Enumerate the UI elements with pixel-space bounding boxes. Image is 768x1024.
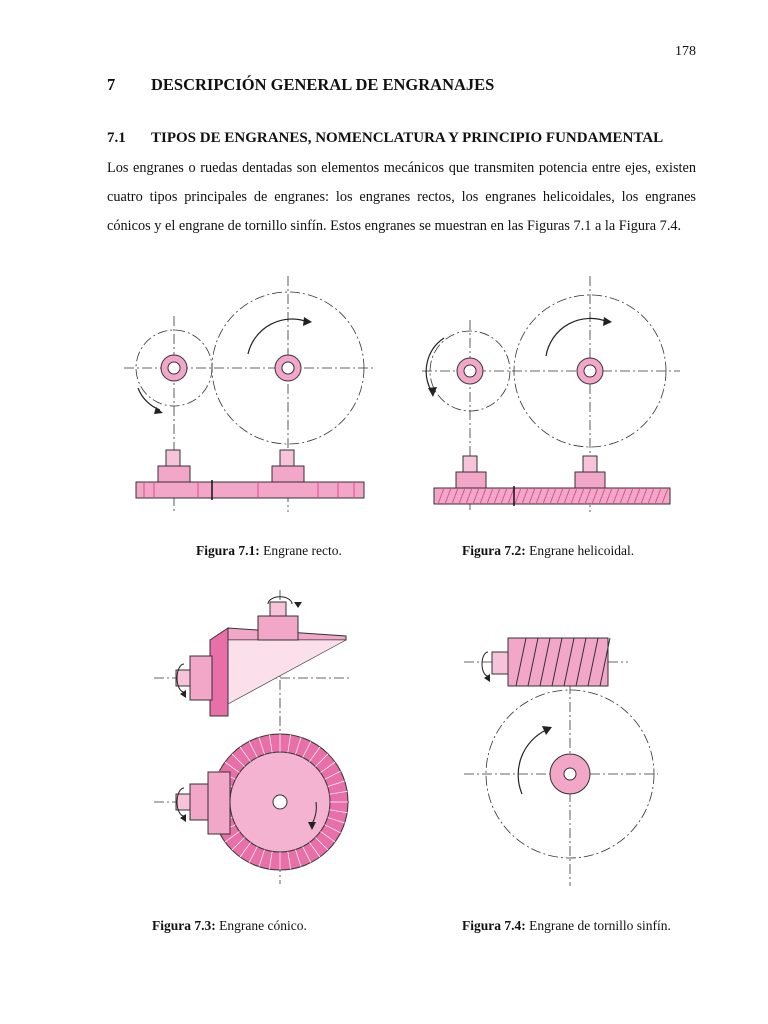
section-title: TIPOS DE ENGRANES, NOMENCLATURA Y PRINCIPIO FUNDAMENTAL	[151, 130, 664, 146]
chapter-title: DESCRIPCIÓN GENERAL DE ENGRANAJES	[151, 75, 495, 94]
figure-bevel-gear	[150, 584, 355, 894]
section-number: 7.1	[107, 130, 126, 146]
chapter-number: 7	[107, 75, 116, 94]
figure-caption: Figura 7.4: Engrane de tornillo sinfín.	[462, 918, 671, 933]
figure-spur-gear	[118, 276, 380, 516]
figure-worm-gear	[458, 624, 658, 894]
figure-caption: Figura 7.1: Engrane recto.	[196, 543, 342, 558]
figure-caption: Figura 7.3: Engrane cónico.	[152, 918, 307, 933]
figure-helical-gear	[418, 276, 680, 516]
section-heading	[107, 130, 663, 147]
figure-caption: Figura 7.2: Engrane helicoidal.	[462, 543, 635, 558]
page-number: 178	[675, 44, 696, 59]
body-paragraph: Los engranes o ruedas dentadas son elementos mecánicos que transmiten potencia entre ejes, existen cuatro tipos principales de engranes: los engranes rectos, los engranes helicoidales, los engranes cónicos y el engrane de tornillo sinfín. Estos engranes se muestran en las Figuras 7.1 a la Figura 7.4.	[107, 160, 696, 234]
chapter-heading	[107, 75, 494, 95]
